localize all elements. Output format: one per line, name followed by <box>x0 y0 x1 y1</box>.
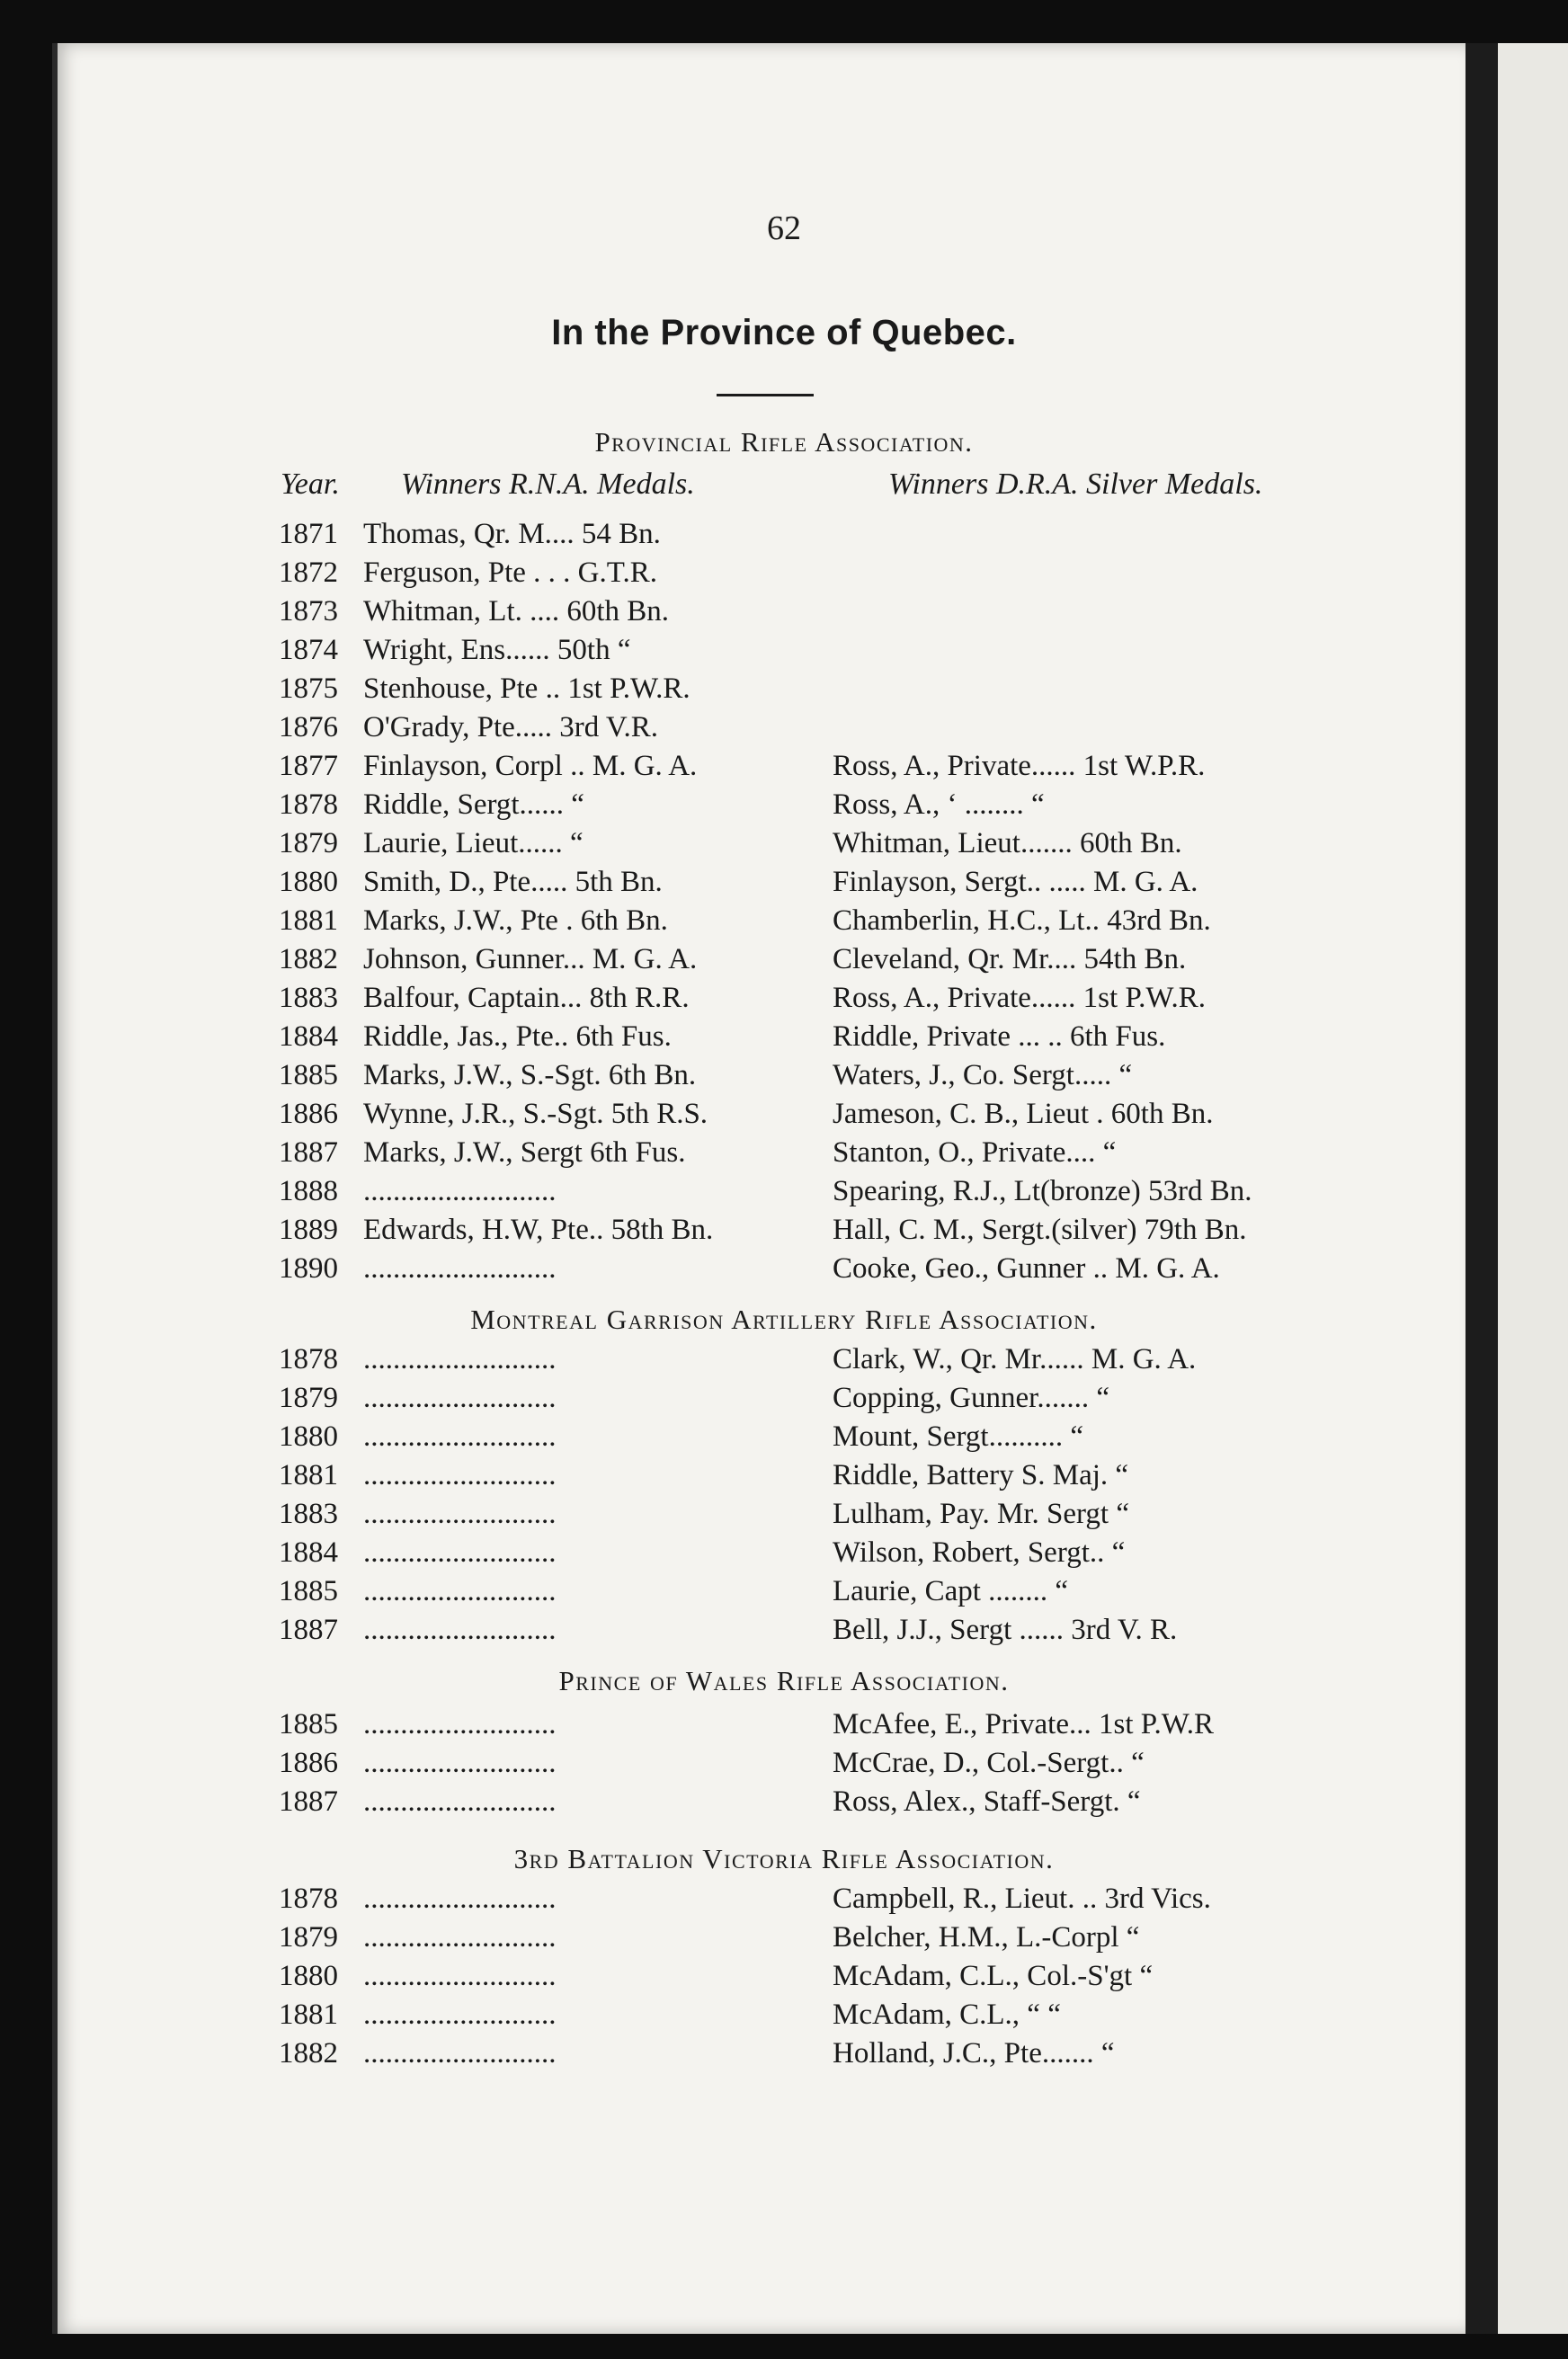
dra-winner-cell: Stanton, O., Private.... “ <box>833 1136 1117 1169</box>
year-cell: 1880 <box>279 866 338 898</box>
year-cell: 1886 <box>279 1747 338 1779</box>
table-row <box>52 1498 1466 1537</box>
dra-winner-cell: Holland, J.C., Pte....... “ <box>833 2037 1115 2070</box>
dra-winner-cell: Cleveland, Qr. Mr.... 54th Bn. <box>833 943 1187 975</box>
year-cell: 1880 <box>279 1420 338 1453</box>
table-row <box>52 1214 1466 1253</box>
year-cell: 1883 <box>279 982 338 1014</box>
dra-winner-cell: McAdam, C.L., “ “ <box>833 1998 1061 2031</box>
year-cell: 1878 <box>279 788 338 821</box>
table-row <box>52 943 1466 983</box>
section-heading-montreal-garrison: Montreal Garrison Artillery Rifle Association. <box>470 1304 1098 1335</box>
dra-winner-cell: Copping, Gunner....... “ <box>833 1382 1109 1414</box>
year-cell: 1877 <box>279 750 338 782</box>
rna-winner-cell: .......................... <box>363 1498 557 1530</box>
facing-page-edge <box>1498 43 1568 2334</box>
table-row <box>52 672 1466 712</box>
year-cell: 1878 <box>279 1343 338 1375</box>
table-row <box>52 595 1466 635</box>
dra-winner-cell: Campbell, R., Lieut. .. 3rd Vics. <box>833 1883 1211 1915</box>
table-row <box>52 556 1466 596</box>
table-row <box>52 1252 1466 1292</box>
rna-winner-cell: Laurie, Lieut...... “ <box>363 827 584 859</box>
table-row <box>52 1747 1466 1786</box>
table-row <box>52 866 1466 905</box>
table-row <box>52 1998 1466 2038</box>
dra-winner-cell: Riddle, Battery S. Maj. “ <box>833 1459 1129 1491</box>
year-cell: 1885 <box>279 1059 338 1091</box>
year-cell: 1883 <box>279 1498 338 1530</box>
dra-winner-cell: McAdam, C.L., Col.-S'gt “ <box>833 1960 1154 1992</box>
year-cell: 1872 <box>279 556 338 589</box>
dra-winner-cell: Waters, J., Co. Sergt..... “ <box>833 1059 1133 1091</box>
year-cell: 1882 <box>279 943 338 975</box>
table-row <box>52 788 1466 828</box>
table-row <box>52 1960 1466 1999</box>
year-cell: 1876 <box>279 711 338 743</box>
year-cell: 1875 <box>279 672 338 705</box>
dra-winner-cell: Laurie, Capt ........ “ <box>833 1575 1069 1607</box>
table-row <box>52 2037 1466 2077</box>
table-row <box>52 1785 1466 1825</box>
column-header-rna: Winners R.N.A. Medals. <box>401 467 695 501</box>
year-cell: 1879 <box>279 1382 338 1414</box>
table-row <box>52 904 1466 944</box>
year-cell: 1873 <box>279 595 338 628</box>
rna-winner-cell: Riddle, Sergt...... “ <box>363 788 584 821</box>
dra-winner-cell: Jameson, C. B., Lieut . 60th Bn. <box>833 1098 1214 1130</box>
rna-winner-cell: Riddle, Jas., Pte.. 6th Fus. <box>363 1020 672 1053</box>
rna-winner-cell: Marks, J.W., S.-Sgt. 6th Bn. <box>363 1059 697 1091</box>
table-row <box>52 518 1466 557</box>
year-cell: 1887 <box>279 1785 338 1818</box>
dra-winner-cell: Wilson, Robert, Sergt.. “ <box>833 1536 1126 1569</box>
table-row <box>52 1059 1466 1099</box>
dra-winner-cell: Cooke, Geo., Gunner .. M. G. A. <box>833 1252 1220 1285</box>
rna-winner-cell: .......................... <box>363 2037 557 2070</box>
dra-winner-cell: Chamberlin, H.C., Lt.. 43rd Bn. <box>833 904 1211 937</box>
dra-winner-cell: Finlayson, Sergt.. ..... M. G. A. <box>833 866 1198 898</box>
page-number: 62 <box>767 209 801 247</box>
rna-winner-cell: .......................... <box>363 1921 557 1954</box>
year-cell: 1887 <box>279 1614 338 1646</box>
year-cell: 1881 <box>279 904 338 937</box>
rna-winner-cell: Wynne, J.R., S.-Sgt. 5th R.S. <box>363 1098 708 1130</box>
table-row <box>52 1883 1466 1922</box>
rna-winner-cell: Johnson, Gunner... M. G. A. <box>363 943 698 975</box>
table-row <box>52 1343 1466 1383</box>
table-row <box>52 1575 1466 1615</box>
year-cell: 1879 <box>279 827 338 859</box>
year-cell: 1885 <box>279 1575 338 1607</box>
table-row <box>52 1420 1466 1460</box>
rna-winner-cell: .......................... <box>363 1459 557 1491</box>
rna-winner-cell: .......................... <box>363 1708 557 1740</box>
page-title: In the Province of Quebec. <box>551 313 1017 352</box>
year-cell: 1887 <box>279 1136 338 1169</box>
year-cell: 1890 <box>279 1252 338 1285</box>
table-row <box>52 634 1466 673</box>
year-cell: 1886 <box>279 1098 338 1130</box>
dra-winner-cell: Lulham, Pay. Mr. Sergt “ <box>833 1498 1129 1530</box>
dra-winner-cell: McCrae, D., Col.-Sergt.. “ <box>833 1747 1145 1779</box>
table-row <box>52 1098 1466 1137</box>
column-header-year: Year. <box>281 467 340 501</box>
rna-winner-cell: Marks, J.W., Sergt 6th Fus. <box>363 1136 686 1169</box>
rna-winner-cell: .......................... <box>363 1614 557 1646</box>
rna-winner-cell: Stenhouse, Pte .. 1st P.W.R. <box>363 672 690 705</box>
table-row <box>52 750 1466 789</box>
table-row <box>52 982 1466 1021</box>
dra-winner-cell: Ross, A., Private...... 1st P.W.R. <box>833 982 1207 1014</box>
rna-winner-cell: Wright, Ens...... 50th “ <box>363 634 631 666</box>
year-cell: 1889 <box>279 1214 338 1246</box>
rna-winner-cell: .......................... <box>363 1575 557 1607</box>
dra-winner-cell: Ross, Alex., Staff-Sergt. “ <box>833 1785 1141 1818</box>
table-row <box>52 1136 1466 1176</box>
year-cell: 1880 <box>279 1960 338 1992</box>
table-row <box>52 1382 1466 1421</box>
year-cell: 1874 <box>279 634 338 666</box>
rna-winner-cell: Balfour, Captain... 8th R.R. <box>363 982 690 1014</box>
table-row <box>52 711 1466 751</box>
column-header-dra: Winners D.R.A. Silver Medals. <box>888 467 1263 501</box>
table-row <box>52 827 1466 867</box>
rna-winner-cell: Marks, J.W., Pte . 6th Bn. <box>363 904 668 937</box>
rna-winner-cell: Thomas, Qr. M.... 54 Bn. <box>363 518 661 550</box>
rna-winner-cell: Edwards, H.W, Pte.. 58th Bn. <box>363 1214 714 1246</box>
year-cell: 1884 <box>279 1536 338 1569</box>
dra-winner-cell: Riddle, Private ... .. 6th Fus. <box>833 1020 1166 1053</box>
rna-winner-cell: Ferguson, Pte . . . G.T.R. <box>363 556 657 589</box>
rna-winner-cell: O'Grady, Pte..... 3rd V.R. <box>363 711 659 743</box>
dra-winner-cell: Mount, Sergt.......... “ <box>833 1420 1083 1453</box>
year-cell: 1881 <box>279 1459 338 1491</box>
table-row <box>52 1536 1466 1576</box>
table-row <box>52 1708 1466 1748</box>
rna-winner-cell: .......................... <box>363 1536 557 1569</box>
rna-winner-cell: .......................... <box>363 1252 557 1285</box>
dra-winner-cell: Ross, A., ‘ ........ “ <box>833 788 1045 821</box>
rna-winner-cell: .......................... <box>363 1998 557 2031</box>
dra-winner-cell: Clark, W., Qr. Mr...... M. G. A. <box>833 1343 1197 1375</box>
year-cell: 1878 <box>279 1883 338 1915</box>
year-cell: 1879 <box>279 1921 338 1954</box>
section-heading-victoria-rifles: 3rd Battalion Victoria Rifle Association. <box>513 1843 1055 1874</box>
year-cell: 1885 <box>279 1708 338 1740</box>
year-cell: 1881 <box>279 1998 338 2031</box>
rna-winner-cell: .......................... <box>363 1175 557 1207</box>
rna-winner-cell: .......................... <box>363 1747 557 1779</box>
year-cell: 1888 <box>279 1175 338 1207</box>
rna-winner-cell: .......................... <box>363 1343 557 1375</box>
rna-winner-cell: .......................... <box>363 1420 557 1453</box>
rna-winner-cell: Smith, D., Pte..... 5th Bn. <box>363 866 663 898</box>
dra-winner-cell: Ross, A., Private...... 1st W.P.R. <box>833 750 1206 782</box>
dra-winner-cell: Whitman, Lieut....... 60th Bn. <box>833 827 1182 859</box>
year-cell: 1871 <box>279 518 338 550</box>
rna-winner-cell: .......................... <box>363 1883 557 1915</box>
rna-winner-cell: .......................... <box>363 1382 557 1414</box>
year-cell: 1884 <box>279 1020 338 1053</box>
dra-winner-cell: Hall, C. M., Sergt.(silver) 79th Bn. <box>833 1214 1247 1246</box>
dra-winner-cell: Belcher, H.M., L.-Corpl “ <box>833 1921 1140 1954</box>
rna-winner-cell: .......................... <box>363 1785 557 1818</box>
page-gutter <box>1466 43 1498 2334</box>
section-heading-prince-of-wales: Prince of Wales Rifle Association. <box>558 1665 1010 1696</box>
table-row <box>52 1175 1466 1215</box>
rna-winner-cell: Finlayson, Corpl .. M. G. A. <box>363 750 698 782</box>
rna-winner-cell: .......................... <box>363 1960 557 1992</box>
dra-winner-cell: Spearing, R.J., Lt(bronze) 53rd Bn. <box>833 1175 1252 1207</box>
year-cell: 1882 <box>279 2037 338 2070</box>
dra-winner-cell: Bell, J.J., Sergt ...... 3rd V. R. <box>833 1614 1178 1646</box>
table-row <box>52 1921 1466 1961</box>
rna-winner-cell: Whitman, Lt. .... 60th Bn. <box>363 595 670 628</box>
section-heading-provincial: Provincial Rifle Association. <box>594 426 974 458</box>
table-row <box>52 1020 1466 1060</box>
dra-winner-cell: McAfee, E., Private... 1st P.W.R <box>833 1708 1215 1740</box>
table-row <box>52 1459 1466 1499</box>
title-rule <box>717 394 814 396</box>
table-row <box>52 1614 1466 1653</box>
